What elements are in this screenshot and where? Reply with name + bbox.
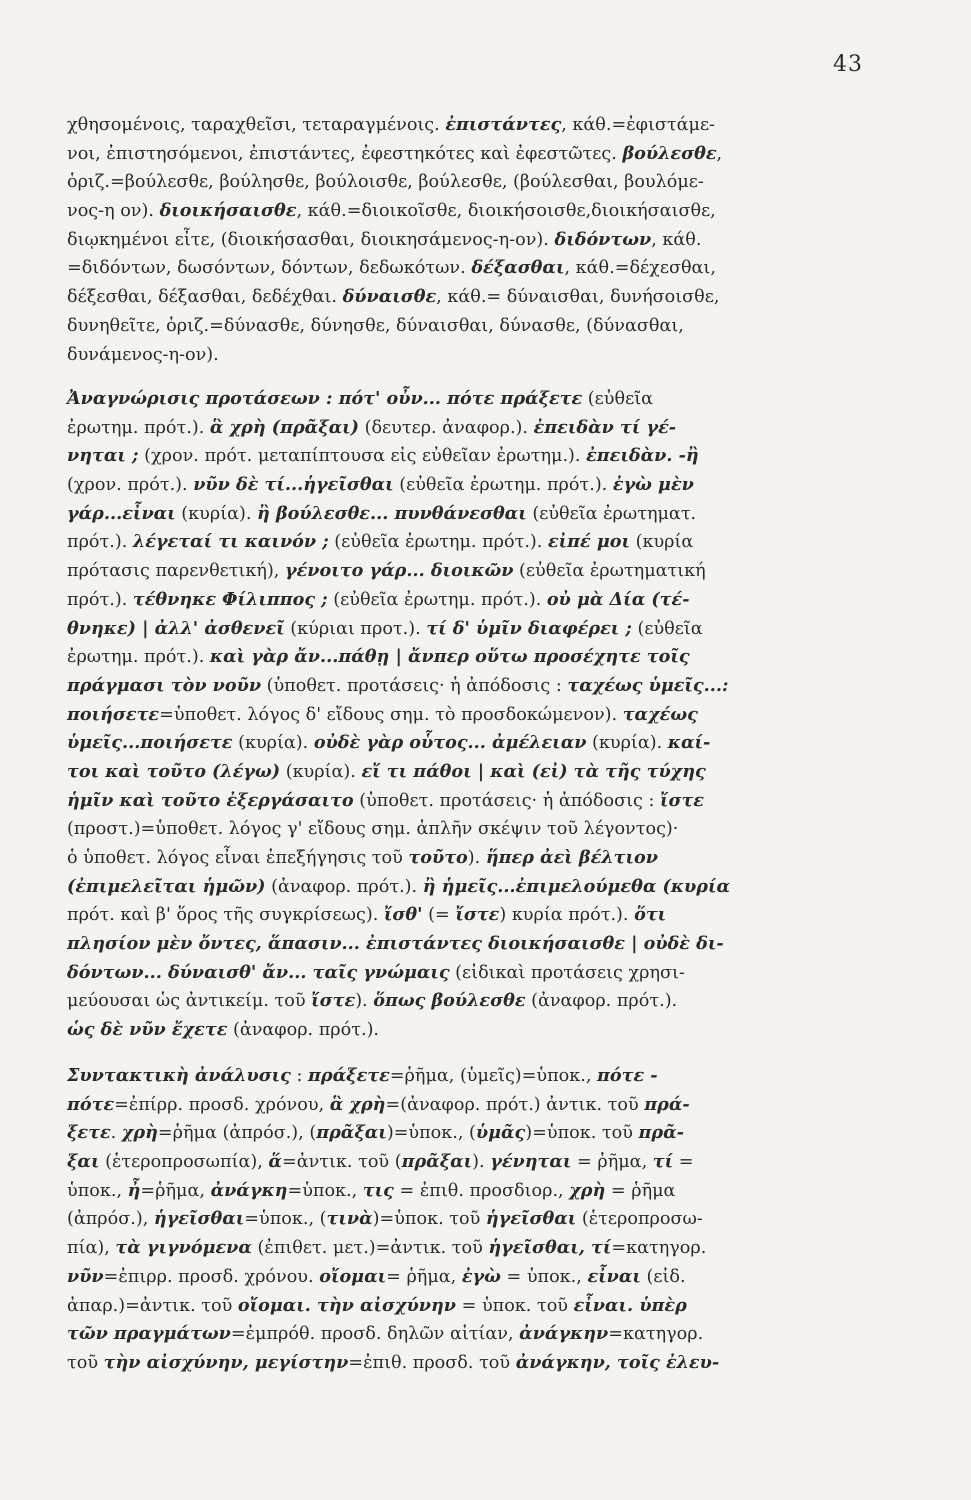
paragraph-clause-recognition — [67, 385, 865, 1045]
emphasized-term: γένοιτο γάρ... διοικῶν — [285, 560, 514, 582]
text-segment: (εὐθεῖα — [582, 389, 653, 409]
text-line — [67, 1292, 865, 1321]
emphasized-term: καὶ γὰρ ἄν...πάθῃ | ἄνπερ οὕτω προσέχητε τοῖς — [209, 646, 690, 668]
emphasized-term: ὑμᾶς — [475, 1122, 526, 1144]
text-segment: (ὑποθετ. προτάσεις· ἡ ἀπόδοσις : — [353, 790, 660, 811]
text-segment: )=ὑποκ., ( — [386, 1123, 476, 1144]
paragraph-word-forms — [67, 111, 865, 369]
text-line — [67, 442, 865, 471]
page-number: 43 — [833, 52, 863, 77]
text-segment: δέξεσθαι, δέξασθαι, δεδέχθαι. — [67, 287, 343, 308]
emphasized-term: οὐ μὰ Δία (τέ- — [546, 588, 690, 610]
text-segment: = — [673, 1152, 694, 1173]
text-segment: (εὐθεῖα — [631, 618, 703, 639]
text-segment: =(ἀναφορ. πρότ.) ἀντικ. τοῦ — [385, 1094, 645, 1115]
text-segment: = ῥῆμα — [605, 1180, 676, 1201]
text-line — [67, 586, 865, 615]
emphasized-term: τις — [362, 1179, 394, 1201]
text-line — [67, 226, 865, 255]
text-line — [67, 729, 865, 758]
emphasized-term: ὑμεῖς...ποιήσετε — [67, 732, 233, 754]
paragraph-syntactic-analysis — [67, 1062, 865, 1378]
text-segment: = ῥῆμα, — [571, 1152, 653, 1173]
text-segment: (= — [422, 905, 456, 926]
text-segment: (εὐθεῖα ἐρωτημ. πρότ.). — [328, 532, 548, 553]
text-line — [67, 672, 865, 701]
emphasized-term: ἃ χρὴ (πρᾶξαι) — [209, 416, 359, 438]
emphasized-term: τὴν αἰσχύνην, μεγίστην — [103, 1351, 349, 1373]
text-segment: (εὐθεῖα ἐρωτηματική — [513, 561, 706, 582]
emphasized-term: ἀνάγκην, τοῖς ἐλευ- — [515, 1351, 720, 1373]
text-segment: =ῥῆμα, (ὑμεῖς)=ὑποκ., — [389, 1066, 598, 1086]
text-segment: (προστ.)=ὑποθετ. λόγος γ' εἴδους σημ. ἁπλῆν σκέψιν τοῦ λέγοντος)· — [67, 819, 679, 840]
text-segment: =ῥῆμα (ἀπρόσ.), ( — [157, 1123, 317, 1144]
text-segment: . — [110, 1123, 122, 1144]
emphasized-term: εἶναι. ὑπὲρ — [573, 1294, 687, 1316]
text-segment: ). — [467, 848, 486, 868]
text-line — [67, 901, 865, 930]
emphasized-term: ποιήσετε — [67, 703, 160, 725]
text-segment: )=ὑποκ. τοῦ — [372, 1209, 486, 1230]
text-segment: = ὑποκ., — [500, 1266, 588, 1287]
text-segment: =κατηγορ. — [608, 1324, 704, 1345]
text-segment: ὑποκ., — [67, 1180, 128, 1201]
emphasized-term: πλησίον μὲν ὄντες, ἅπασιν... ἐπιστάντες διοικήσαισθε | οὐδὲ δι- — [67, 933, 724, 955]
text-segment: , κάθ.=διοικοῖσθε, διοικήσοισθε,διοικήσαισθε, — [296, 201, 716, 222]
text-segment: , — [716, 143, 723, 164]
emphasized-term: διδόντων — [554, 228, 652, 250]
emphasized-term: πρά- — [644, 1093, 690, 1115]
emphasized-term: λέγεταί τι καινόν ; — [132, 531, 329, 553]
text-line — [67, 168, 865, 197]
emphasized-term: ὡς δὲ νῦν ἔχετε — [67, 1019, 228, 1041]
text-line — [67, 197, 865, 226]
emphasized-term: τί δ' ὑμῖν διαφέρει ; — [426, 617, 632, 639]
emphasized-term: ἥπερ ἀεὶ βέλτιον — [485, 847, 658, 868]
emphasized-term: ἡγεῖσθαι — [153, 1208, 245, 1230]
text-segment: πία), — [67, 1238, 116, 1259]
text-segment: =ἐπιρρ. προσδ. χρόνου. — [103, 1266, 320, 1287]
emphasized-term: πράγμασι τὸν νοῦν — [67, 674, 262, 696]
text-segment: ἀπαρ.)=ἀντικ. τοῦ — [67, 1295, 238, 1316]
emphasized-term: καί- — [667, 732, 711, 754]
text-line — [67, 283, 865, 312]
text-line — [67, 930, 865, 959]
text-segment: δυνηθεῖτε, ὁριζ.=δύνασθε, δύνησθε, δύναισθαι, δύνασθε, (δύνασθαι, — [67, 315, 684, 336]
text-line — [67, 111, 865, 140]
emphasized-term: πρᾶ- — [638, 1122, 684, 1144]
text-line — [67, 873, 865, 902]
text-line — [67, 787, 865, 816]
text-segment: =ὑποκ., — [287, 1180, 363, 1201]
text-segment: (ὑποθετ. προτάσεις· ἡ ἀπόδοσις : — [261, 675, 568, 696]
emphasized-term: βούλεσθε — [622, 142, 717, 164]
emphasized-term: ἴστε — [311, 990, 356, 1012]
text-line — [67, 1263, 865, 1292]
text-segment: = ὑποκ. τοῦ — [456, 1295, 574, 1316]
text-segment: =ὑποθετ. λόγος δ' εἴδους σημ. τὸ προσδοκώμενον). — [159, 704, 623, 725]
text-segment: =διδόντων, δωσόντων, δόντων, δεδωκότων. — [67, 258, 472, 279]
emphasized-term: δέξασθαι — [471, 257, 565, 279]
text-segment: μεύουσαι ὡς ἀντικείμ. τοῦ — [67, 991, 312, 1012]
text-segment: (χρον. πρότ.). — [67, 475, 194, 496]
text-line — [67, 312, 865, 341]
emphasized-term: ἴστε — [659, 789, 704, 811]
text-segment: (εἰδ. — [640, 1266, 686, 1287]
emphasized-term: ἐπειδὰν. -ἢ — [586, 445, 699, 467]
emphasized-term: χρὴ — [121, 1122, 158, 1144]
emphasized-term: τοι καὶ τοῦτο (λέγω) — [67, 760, 281, 782]
emphasized-term: ἦ — [127, 1179, 141, 1201]
emphasized-term: (ἐπιμελεῖται ἡμῶν) — [67, 875, 266, 897]
text-line — [67, 1349, 865, 1378]
text-segment: δυνάμενος-η-ον). — [67, 344, 219, 365]
text-line — [67, 815, 865, 844]
emphasized-term: ἀνάγκη — [210, 1179, 288, 1201]
text-segment: (ἑτεροπροσωπία), — [99, 1152, 269, 1173]
text-segment: (ἀναφορ. πρότ.). — [227, 1020, 380, 1041]
text-line — [67, 1062, 865, 1091]
emphasized-term: ἐπιστάντες — [445, 114, 562, 135]
emphasized-term: δόντων... δύναισθ' ἄν... ταῖς γνώμαις — [67, 961, 450, 983]
text-segment: =ὑποκ., ( — [244, 1209, 327, 1230]
emphasized-term: νῦν — [67, 1265, 104, 1287]
text-segment: , κάθ.=ἐφιστάμε- — [561, 115, 715, 135]
text-segment: (δευτερ. ἀναφορ.). — [359, 417, 534, 438]
text-segment: (εἰδικαὶ προτάσεις χρησι- — [449, 962, 685, 983]
text-segment: (κυρία — [630, 532, 694, 553]
text-line — [67, 758, 865, 787]
text-segment: , κάθ.=δέχεσθαι, — [564, 258, 716, 279]
emphasized-term: ἡγεῖσθαι — [485, 1208, 577, 1230]
text-line — [67, 385, 865, 414]
emphasized-term: τὰ γιγνόμενα — [115, 1237, 252, 1259]
emphasized-term: τέθνηκε Φίλιππος ; — [132, 588, 328, 610]
text-segment: (ἀπρόσ.), — [67, 1209, 154, 1230]
emphasized-term: ἢ βούλεσθε... πυνθάνεσθαι — [257, 502, 527, 524]
emphasized-term: ἐγὼ μὲν — [612, 474, 694, 496]
text-line — [67, 643, 865, 672]
text-segment: (κυρία). — [175, 503, 258, 524]
emphasized-term: εἰπέ μοι — [547, 531, 631, 553]
emphasized-term: θνηκε) | ἀλλ' ἀσθενεῖ — [67, 617, 285, 639]
text-segment: , κάθ.= δύναισθαι, δυνήσοισθε, — [436, 287, 720, 308]
text-segment: = ῥῆμα, — [386, 1266, 462, 1287]
text-line — [67, 1320, 865, 1349]
text-line — [67, 140, 865, 169]
text-segment: (κυρία). — [232, 733, 314, 754]
emphasized-term: γάρ...εἶναι — [67, 502, 176, 524]
emphasized-term: οὐδὲ γὰρ οὗτος... ἀμέλειαν — [313, 732, 587, 754]
text-segment: ὁριζ.=βούλεσθε, βούλησθε, βούλοισθε, βούλεσθε, (βούλεσθαι, βουλόμε- — [67, 172, 704, 193]
emphasized-term: τῶν πραγμάτων — [67, 1323, 231, 1345]
emphasized-term: ξαι — [67, 1151, 100, 1173]
text-line — [67, 615, 865, 644]
text-line — [67, 341, 865, 370]
text-segment: ἐρωτημ. πρότ.). — [67, 647, 210, 668]
text-line — [67, 1148, 865, 1177]
text-line — [67, 557, 865, 586]
text-segment: τοῦ — [67, 1352, 104, 1373]
emphasized-term: χρὴ — [569, 1179, 606, 1201]
text-segment: (χρον. πρότ. μεταπίπτουσα εἰς εὐθεῖαν ἐρωτημ.). — [138, 446, 587, 467]
text-segment: (ἀναφορ. πρότ.). — [525, 991, 678, 1012]
text-line — [67, 528, 865, 557]
emphasized-term: εἴ τι πάθοι | καὶ (εἰ) τὰ τῆς τύχης — [361, 760, 706, 782]
emphasized-term: διοικήσαισθε — [159, 200, 297, 222]
emphasized-term: πρᾶξαι — [316, 1122, 387, 1144]
text-segment: νος-η ον). — [67, 201, 160, 222]
text-line — [67, 701, 865, 730]
text-segment: (ἑτεροπροσω- — [576, 1209, 703, 1230]
emphasized-term: τινὰ — [326, 1208, 373, 1230]
text-line — [67, 844, 865, 873]
text-segment: =ἀντικ. τοῦ ( — [281, 1152, 402, 1173]
text-line — [67, 1234, 865, 1263]
emphasized-term: πρᾶξαι — [401, 1151, 473, 1173]
text-segment: )=ὑποκ. τοῦ — [525, 1123, 639, 1144]
text-segment: ). — [355, 991, 374, 1012]
emphasized-term: ἡμῖν καὶ τοῦτο ἐξεργάσαιτο — [67, 789, 354, 811]
text-line — [67, 1016, 865, 1045]
text-segment: =ἐπιθ. προσδ. τοῦ — [348, 1352, 516, 1373]
emphasized-term: ἐγὼ — [461, 1265, 501, 1287]
emphasized-term: Ἀναγνώρισις προτάσεων : πότ' οὖν... πότε πράξετε — [67, 388, 583, 409]
text-segment: (κυρία). — [280, 761, 362, 782]
text-line — [67, 1119, 865, 1148]
text-line — [67, 1177, 865, 1206]
emphasized-term: γένηται — [490, 1151, 572, 1173]
emphasized-term: ἡγεῖσθαι, τί — [488, 1237, 612, 1259]
emphasized-term: οἴομαι — [319, 1265, 387, 1287]
emphasized-term: δύναισθε — [342, 286, 437, 308]
emphasized-term: Συντακτικὴ ἀνάλυσις — [67, 1065, 291, 1086]
emphasized-term: ἐπειδὰν τί γέ- — [533, 416, 677, 438]
emphasized-term: ἢ ἡμεῖς...ἐπιμελούμεθα (κυρία — [422, 875, 730, 897]
emphasized-term: τοῦτο — [408, 847, 468, 868]
text-segment: (κυρία). — [586, 733, 668, 754]
emphasized-term: ἃ χρὴ — [329, 1093, 386, 1115]
text-segment: =ἐπίρρ. προσδ. χρόνου, — [114, 1094, 330, 1115]
emphasized-term: ὅτι — [634, 904, 667, 926]
text-segment: =κατηγορ. — [611, 1238, 707, 1259]
emphasized-term: ἅ — [268, 1151, 282, 1173]
emphasized-term: οἴομαι. τὴν αἰσχύνην — [237, 1294, 457, 1316]
emphasized-term: πότε - — [597, 1065, 658, 1086]
text-segment: (ἐπιθετ. μετ.)=ἀντικ. τοῦ — [251, 1238, 489, 1259]
text-segment: πρότασις παρενθετική), — [67, 561, 285, 582]
text-segment: διῳκημένοι εἶτε, (διοικήσασθαι, διοικησάμενος-η-ον). — [67, 229, 555, 250]
text-segment: , κάθ. — [651, 229, 702, 250]
text-line — [67, 959, 865, 988]
text-segment: =ἐμπρόθ. προσδ. δηλῶν αἰτίαν, — [230, 1324, 520, 1345]
emphasized-term: νῦν δὲ τί...ἡγεῖσθαι — [193, 474, 394, 496]
emphasized-term: ἴστε — [455, 904, 500, 926]
text-line — [67, 254, 865, 283]
text-line — [67, 987, 865, 1016]
text-segment: ). — [472, 1152, 491, 1173]
text-segment: χθησομένοις, ταραχθεῖσι, τεταραγμένοις. — [67, 115, 446, 135]
text-segment: (εὐθεῖα ἐρωτηματ. — [526, 503, 697, 524]
emphasized-term: ταχέως ὑμεῖς...: — [567, 674, 729, 696]
text-segment: πρότ.). — [67, 589, 133, 610]
emphasized-term: ταχέως — [622, 703, 698, 725]
text-line — [67, 1091, 865, 1120]
text-line — [67, 1205, 865, 1234]
emphasized-term: πότε — [67, 1093, 115, 1115]
emphasized-term: ὅπως βούλεσθε — [373, 990, 526, 1012]
text-segment: =ῥῆμα, — [140, 1180, 211, 1201]
emphasized-term: τί — [652, 1151, 674, 1173]
text-segment: ἐρωτημ. πρότ.). — [67, 417, 210, 438]
text-segment: (ἀναφορ. πρότ.). — [265, 876, 423, 897]
emphasized-term: ἀνάγκην — [519, 1323, 609, 1345]
emphasized-term: πράξετε — [308, 1065, 390, 1086]
text-segment: (εὐθεῖα ἐρωτημ. πρότ.). — [393, 475, 613, 496]
text-line — [67, 414, 865, 443]
text-segment: νοι, ἐπιστησόμενοι, ἐπιστάντες, ἐφεστηκότες καὶ ἐφεστῶτες. — [67, 143, 623, 164]
text-segment: = ἐπιθ. προσδιορ., — [393, 1180, 570, 1201]
emphasized-term: εἶναι — [587, 1265, 641, 1287]
text-segment: ὁ ὑποθετ. λόγος εἶναι ἐπεξήγησις τοῦ — [67, 848, 409, 868]
emphasized-term: ἴσθ' — [383, 904, 423, 926]
text-segment: : — [290, 1066, 309, 1086]
text-segment: (κύριαι προτ.). — [284, 618, 427, 639]
text-segment: πρότ. καὶ β' ὅρος τῆς συγκρίσεως). — [67, 905, 384, 926]
text-line — [67, 471, 865, 500]
emphasized-term: ξετε — [67, 1122, 111, 1144]
text-segment: ) κυρία πρότ.). — [499, 905, 635, 926]
text-line — [67, 500, 865, 529]
text-segment: (εὐθεῖα ἐρωτημ. πρότ.). — [327, 589, 547, 610]
emphasized-term: νηται ; — [67, 445, 139, 467]
text-segment: πρότ.). — [67, 532, 133, 553]
